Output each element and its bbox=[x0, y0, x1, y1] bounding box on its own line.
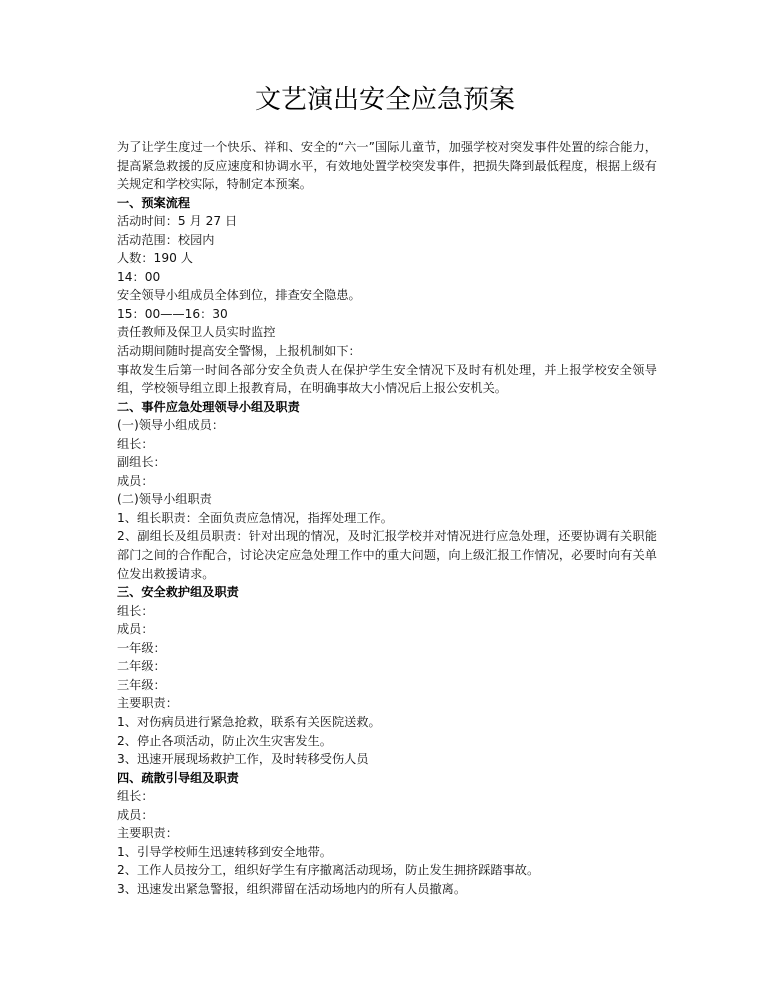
text-line: 活动期间随时提高安全警惕，上报机制如下： bbox=[117, 344, 361, 359]
text-line: 一年级： bbox=[117, 640, 166, 655]
document-body bbox=[117, 138, 657, 898]
text-line: (二)领导小组职责 bbox=[117, 492, 212, 507]
text-line: 组长： bbox=[117, 603, 154, 618]
text-line: 14：00 bbox=[117, 269, 161, 284]
text-line: 3、迅速发出紧急警报，组织滞留在活动场地内的所有人员撤离。 bbox=[117, 881, 467, 896]
section-2 bbox=[117, 398, 657, 583]
section-heading: 四、疏散引导组及职责 bbox=[117, 770, 239, 785]
text-line: 责任教师及保卫人员实时监控 bbox=[117, 325, 276, 340]
intro-paragraph: 为了让学生度过一个快乐、祥和、安全的“六一”国际儿童节，加强学校对突发事件处置的综合能力，提高紧急救援的反应速度和协调水平，有效地处置学校突发事件，把损失降到最低程度，根据上级有关规定和学校实际，特制定本预案。 bbox=[117, 140, 657, 192]
section-1 bbox=[117, 194, 657, 398]
text-line: 活动范围：校园内 bbox=[117, 232, 215, 247]
text-line: 成员： bbox=[117, 473, 154, 488]
text-line: 1、引导学校师生迅速转移到安全地带。 bbox=[117, 844, 332, 859]
text-line: 成员： bbox=[117, 622, 154, 637]
section-3 bbox=[117, 583, 657, 768]
text-paragraph: 2、副组长及组员职责：针对出现的情况，及时汇报学校并对情况进行应急处理，还要协调有关职能部门之间的合作配合，讨论决定应急处理工作中的重大问题，向上级汇报工作情况，必要时向有关单位发出救援请求。 bbox=[117, 529, 657, 581]
text-line: 组长： bbox=[117, 789, 154, 804]
text-line: 人数：190 人 bbox=[117, 251, 193, 266]
section-heading: 三、安全救护组及职责 bbox=[117, 585, 239, 600]
text-line: 1、组长职责：全面负责应急情况，指挥处理工作。 bbox=[117, 510, 393, 525]
text-line: 成员： bbox=[117, 807, 154, 822]
section-heading: 一、预案流程 bbox=[117, 195, 191, 210]
text-line: 1、对伤病员进行紧急抢救，联系有关医院送救。 bbox=[117, 714, 381, 729]
text-paragraph: 事故发生后第一时间各部分安全负责人在保护学生安全情况下及时有机处理，并上报学校安全领导组，学校领导组立即上报教育局，在明确事故大小情况后上报公安机关。 bbox=[117, 362, 657, 396]
text-line: 活动时间：5 月 27 日 bbox=[117, 214, 238, 229]
text-line: 三年级： bbox=[117, 677, 166, 692]
text-line: (一)领导小组成员： bbox=[117, 418, 225, 433]
section-4 bbox=[117, 769, 657, 899]
text-line: 二年级： bbox=[117, 659, 166, 674]
document-title: 文艺演出安全应急预案 bbox=[254, 85, 515, 115]
text-line: 副组长： bbox=[117, 455, 166, 470]
text-line: 安全领导小组成员全体到位，排查安全隐患。 bbox=[117, 288, 361, 303]
text-line: 2、停止各项活动，防止次生灾害发生。 bbox=[117, 733, 332, 748]
text-line: 组长： bbox=[117, 436, 154, 451]
section-heading: 二、事件应急处理领导小组及职责 bbox=[117, 399, 300, 414]
text-line: 2、工作人员按分工，组织好学生有序撤离活动现场，防止发生拥挤踩踏事故。 bbox=[117, 863, 540, 878]
text-line: 3、迅速开展现场救护工作，及时转移受伤人员 bbox=[117, 752, 369, 767]
text-line: 主要职责： bbox=[117, 696, 178, 711]
text-line: 主要职责： bbox=[117, 826, 178, 841]
text-line: 15：00——16：30 bbox=[117, 306, 228, 321]
